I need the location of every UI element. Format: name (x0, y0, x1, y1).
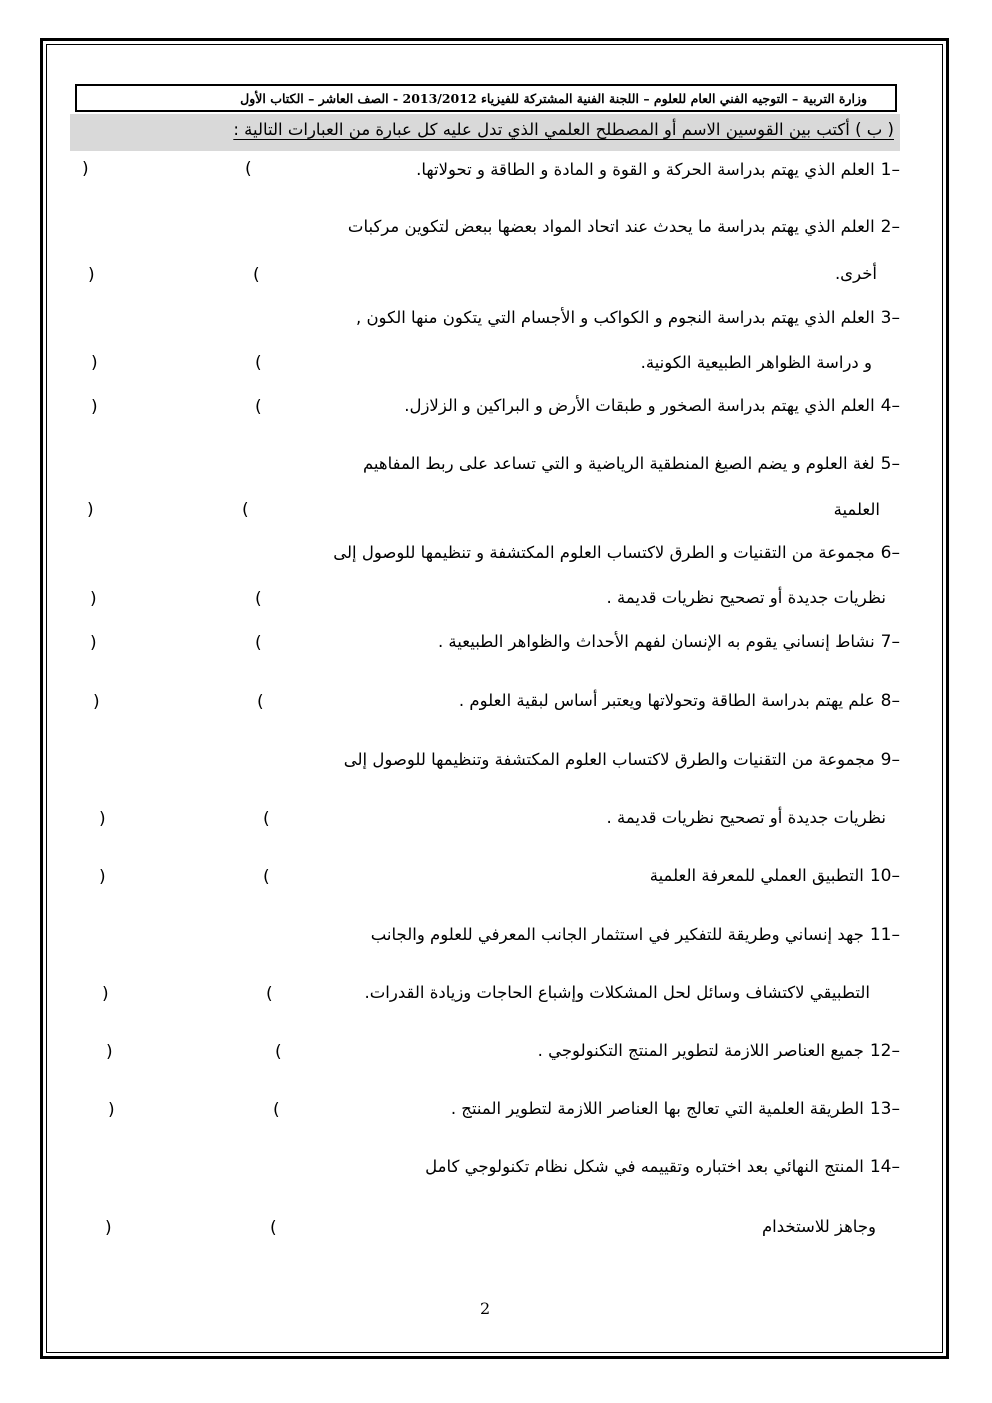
question-number: 5– (880, 454, 900, 474)
question-text: مجموعة من التقنيات و الطرق لاكتساب العلوم المكتشفة و تنظيمها للوصول إلى (333, 543, 875, 562)
question-text: العلم الذي يهتم بدراسة الحركة و القوة و المادة و الطاقة و تحولاتها. (416, 160, 875, 179)
answer-open-paren: ( (253, 265, 260, 285)
question-text: المنتج النهائي بعد اختباره وتقييمه في شكل نظام تكنولوجي كامل (425, 1157, 864, 1176)
answer-close-paren: ) (102, 984, 109, 1004)
answer-close-paren: ) (91, 353, 98, 373)
question-3 (356, 308, 900, 328)
answer-close-paren: ) (90, 633, 97, 653)
question-number: 1– (880, 160, 900, 180)
question-14-continuation: وجاهز للاستخدام (761, 1217, 876, 1236)
question-number: 10– (869, 866, 900, 886)
question-13 (451, 1099, 900, 1119)
answer-close-paren: ) (87, 500, 94, 520)
answer-open-paren: ( (255, 397, 262, 417)
instruction-bar (70, 114, 900, 151)
question-4 (404, 396, 900, 416)
question-text: جهد إنساني وطريقة للتفكير في استثمار الجانب المعرفي للعلوم والجانب (370, 925, 864, 944)
question-text: العلم الذي يهتم بدراسة الصخور و طبقات الأرض و البراكين و الزلازل. (404, 396, 875, 415)
question-7 (438, 632, 900, 652)
question-number: 9– (880, 750, 900, 770)
answer-open-paren: ( (255, 633, 262, 653)
question-number: 12– (869, 1041, 900, 1061)
answer-open-paren: ( (255, 353, 262, 373)
header-box (75, 84, 897, 112)
question-5 (363, 454, 900, 474)
answer-open-paren: ( (263, 867, 270, 887)
answer-open-paren: ( (263, 809, 270, 829)
question-9 (344, 750, 900, 770)
answer-close-paren: ) (106, 1042, 113, 1062)
question-11-continuation: التطبيقي لاكتشاف وسائل لحل المشكلات وإشباع الحاجات وزيادة القدرات. (364, 983, 870, 1002)
answer-open-paren: ( (242, 500, 249, 520)
question-8 (459, 691, 900, 711)
question-number: 7– (880, 632, 900, 652)
answer-open-paren: ( (257, 692, 264, 712)
question-number: 4– (880, 396, 900, 416)
question-text: التطبيق العملي للمعرفة العلمية (649, 866, 864, 885)
page-number: 2 (480, 1299, 491, 1318)
answer-open-paren: ( (275, 1042, 282, 1062)
question-text: علم يهتم بدراسة الطاقة وتحولاتها ويعتبر أساس لبقية العلوم . (458, 691, 875, 710)
answer-close-paren: ) (88, 265, 95, 285)
answer-open-paren: ( (270, 1218, 277, 1238)
question-6-continuation: نظريات جديدة أو تصحيح نظريات قديمة . (606, 588, 886, 607)
question-text: العلم الذي يهتم بدراسة ما يحدث عند اتحاد المواد بعضها ببعض لتكوين مركبات (347, 217, 875, 236)
question-text: العلم الذي يهتم بدراسة النجوم و الكواكب و الأجسام التي يتكون منها الكون , (355, 308, 875, 327)
answer-open-paren: ( (245, 159, 252, 179)
question-2 (348, 217, 900, 237)
question-9-continuation: نظريات جديدة أو تصحيح نظريات قديمة . (606, 808, 886, 827)
question-5-continuation: العلمية (833, 500, 880, 519)
answer-close-paren: ) (108, 1100, 115, 1120)
question-text: لغة العلوم و يضم الصيغ المنطقية الرياضية و التي تساعد على ربط المفاهيم (362, 454, 875, 473)
question-text: الطريقة العلمية التي تعالج بها العناصر اللازمة لتطوير المنتج . (450, 1099, 864, 1118)
question-6 (333, 543, 900, 563)
question-number: 14– (869, 1157, 900, 1177)
question-number: 13– (869, 1099, 900, 1119)
answer-close-paren: ) (99, 867, 106, 887)
answer-close-paren: ) (93, 692, 100, 712)
answer-close-paren: ) (91, 397, 98, 417)
answer-open-paren: ( (273, 1100, 280, 1120)
question-12 (538, 1041, 900, 1061)
question-text: مجموعة من التقنيات والطرق لاكتساب العلوم المكتشفة وتنظيمها للوصول إلى (343, 750, 875, 769)
question-3-continuation: و دراسة الظواهر الطبيعية الكونية. (640, 353, 872, 372)
question-number: 2– (880, 217, 900, 237)
answer-open-paren: ( (255, 589, 262, 609)
question-number: 3– (880, 308, 900, 328)
question-number: 8– (880, 691, 900, 711)
instruction-text: ( ب ) أكتب بين القوسين الاسم أو المصطلح العلمي الذي تدل عليه كل عبارة من العبارات التالية : (233, 120, 894, 139)
answer-close-paren: ) (105, 1218, 112, 1238)
question-14 (425, 1157, 900, 1177)
question-number: 11– (869, 925, 900, 945)
question-11 (371, 925, 900, 945)
question-1 (416, 160, 900, 180)
question-number: 6– (880, 543, 900, 563)
question-2-continuation: أخرى. (834, 264, 877, 283)
question-text: جميع العناصر اللازمة لتطوير المنتج التكنولوجي . (537, 1041, 864, 1060)
question-text: نشاط إنساني يقوم به الإنسان لفهم الأحداث والظواهر الطبيعية . (437, 632, 875, 651)
answer-close-paren: ) (99, 809, 106, 829)
answer-open-paren: ( (266, 984, 273, 1004)
question-10 (650, 866, 900, 886)
answer-close-paren: ) (82, 159, 89, 179)
answer-close-paren: ) (90, 589, 97, 609)
header-text: وزارة التربية – التوجيه الفني العام للعلوم – اللجنة الفنية المشتركة للفيزياء 2013/2012 - الصف العاشر – الكتاب الأول (240, 90, 867, 106)
